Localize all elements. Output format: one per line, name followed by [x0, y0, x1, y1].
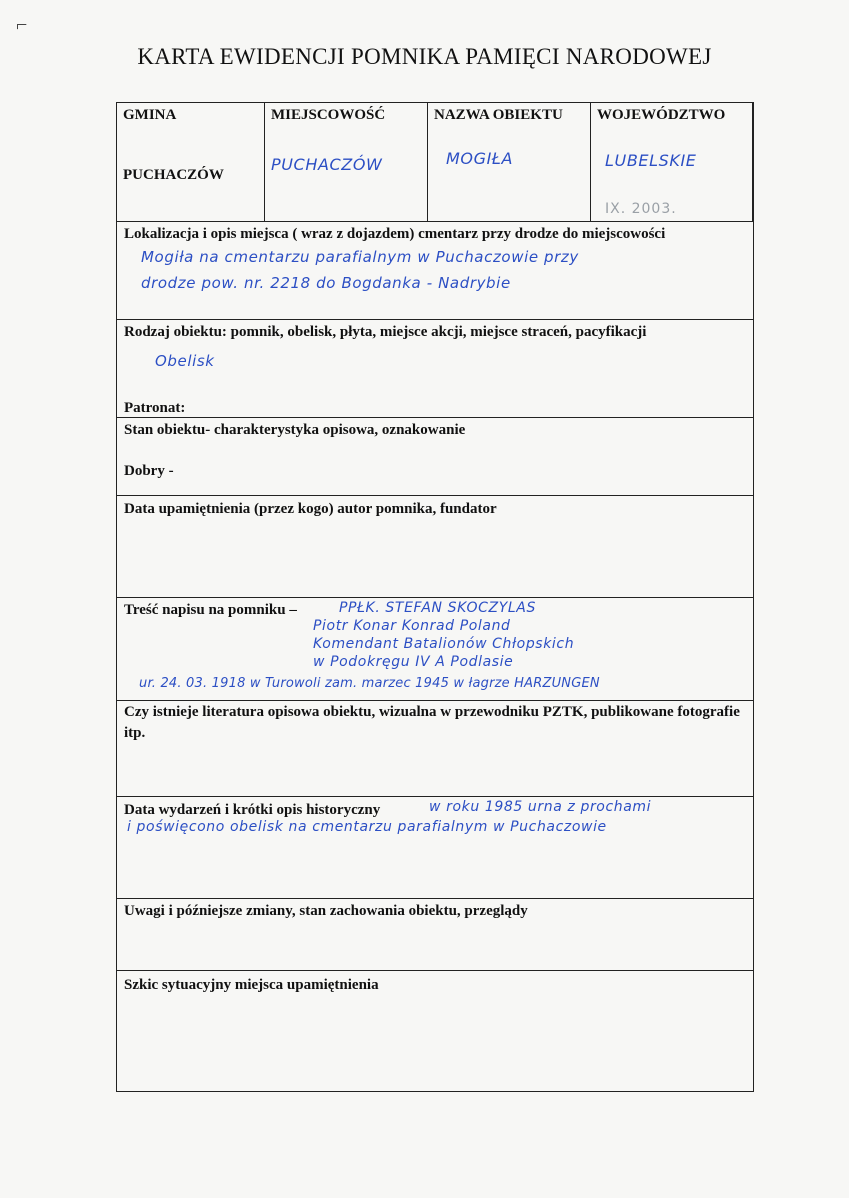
uwagi-label: Uwagi i późniejsze zmiany, stan zachowania obiektu, przeglądy — [124, 903, 528, 919]
section-tresc — [117, 597, 753, 700]
data-wydarzen-line-2: i poświęcono obelisk na cmentarzu parafialnym w Puchaczowie — [127, 819, 607, 835]
header-cell-gmina — [117, 103, 265, 221]
stan-label: Stan obiektu- charakterystyka opisowa, oznakowanie — [124, 422, 466, 438]
miejscowosc-value: PUCHACZÓW — [271, 155, 383, 174]
stan-value: Dobry - — [124, 463, 174, 479]
literatura-label: Czy istnieje literatura opisowa obiektu, wizualna w przewodniku PZTK, publikowane fotografie itp. — [124, 704, 740, 741]
lokalizacja-line-1: Mogiła na cmentarzu parafialnym w Puchaczowie przy — [141, 248, 579, 266]
data-wydarzen-line-1: w roku 1985 urna z prochami — [429, 799, 652, 815]
section-data-upamietnienia — [117, 495, 753, 597]
wojewodztwo-label: WOJEWÓDZTWO — [597, 107, 726, 123]
lokalizacja-label: Lokalizacja i opis miejsca ( wraz z dojazdem) cmentarz przy drodze do miejscowości — [124, 226, 666, 242]
faint-note: IX. 2003. — [605, 201, 677, 217]
tresc-line-5: ur. 24. 03. 1918 w Turowoli zam. marzec 1945 w łagrze HARZUNGEN — [139, 676, 600, 691]
lokalizacja-line-2: drodze pow. nr. 2218 do Bogdanka - Nadrybie — [141, 274, 511, 292]
section-lokalizacja — [117, 221, 753, 319]
szkic-label: Szkic sytuacyjny miejsca upamiętnienia — [124, 977, 379, 993]
record-form — [116, 102, 754, 1092]
rodzaj-value: Obelisk — [155, 352, 215, 370]
section-literatura — [117, 700, 753, 796]
rodzaj-label: Rodzaj obiektu: pomnik, obelisk, płyta, miejsce akcji, miejsce straceń, pacyfikacji — [124, 324, 647, 340]
tresc-line-3: Komendant Batalionów Chłopskich — [313, 636, 575, 652]
nazwa-obiektu-label: NAZWA OBIEKTU — [434, 107, 563, 123]
tresc-line-4: w Podokręgu IV A Podlasie — [313, 654, 514, 670]
data-upamietnienia-label: Data upamiętnienia (przez kogo) autor pomnika, fundator — [124, 501, 497, 517]
header-cell-nazwa-obiektu — [428, 103, 591, 221]
section-uwagi — [117, 898, 753, 970]
section-data-wydarzen — [117, 796, 753, 898]
miejscowosc-label: MIEJSCOWOŚĆ — [271, 107, 386, 123]
patronat-label: Patronat: — [124, 400, 186, 416]
wojewodztwo-value: LUBELSKIE — [605, 151, 697, 170]
tresc-label: Treść napisu na pomniku – — [124, 602, 297, 618]
nazwa-obiektu-value: MOGIŁA — [446, 149, 514, 168]
section-rodzaj — [117, 319, 753, 417]
page-title: KARTA EWIDENCJI POMNIKA PAMIĘCI NARODOWEJ — [137, 44, 712, 69]
gmina-value: PUCHACZÓW — [123, 167, 224, 183]
section-szkic — [117, 970, 753, 1092]
tresc-line-1: PPŁK. STEFAN SKOCZYLAS — [339, 600, 536, 616]
section-stan — [117, 417, 753, 495]
header-cell-miejscowosc — [265, 103, 428, 221]
tresc-line-2: Piotr Konar Konrad Poland — [313, 618, 511, 634]
corner-mark: ⌐ — [16, 14, 28, 36]
gmina-label: GMINA — [123, 107, 177, 123]
data-wydarzen-label: Data wydarzeń i krótki opis historyczny — [124, 802, 381, 818]
